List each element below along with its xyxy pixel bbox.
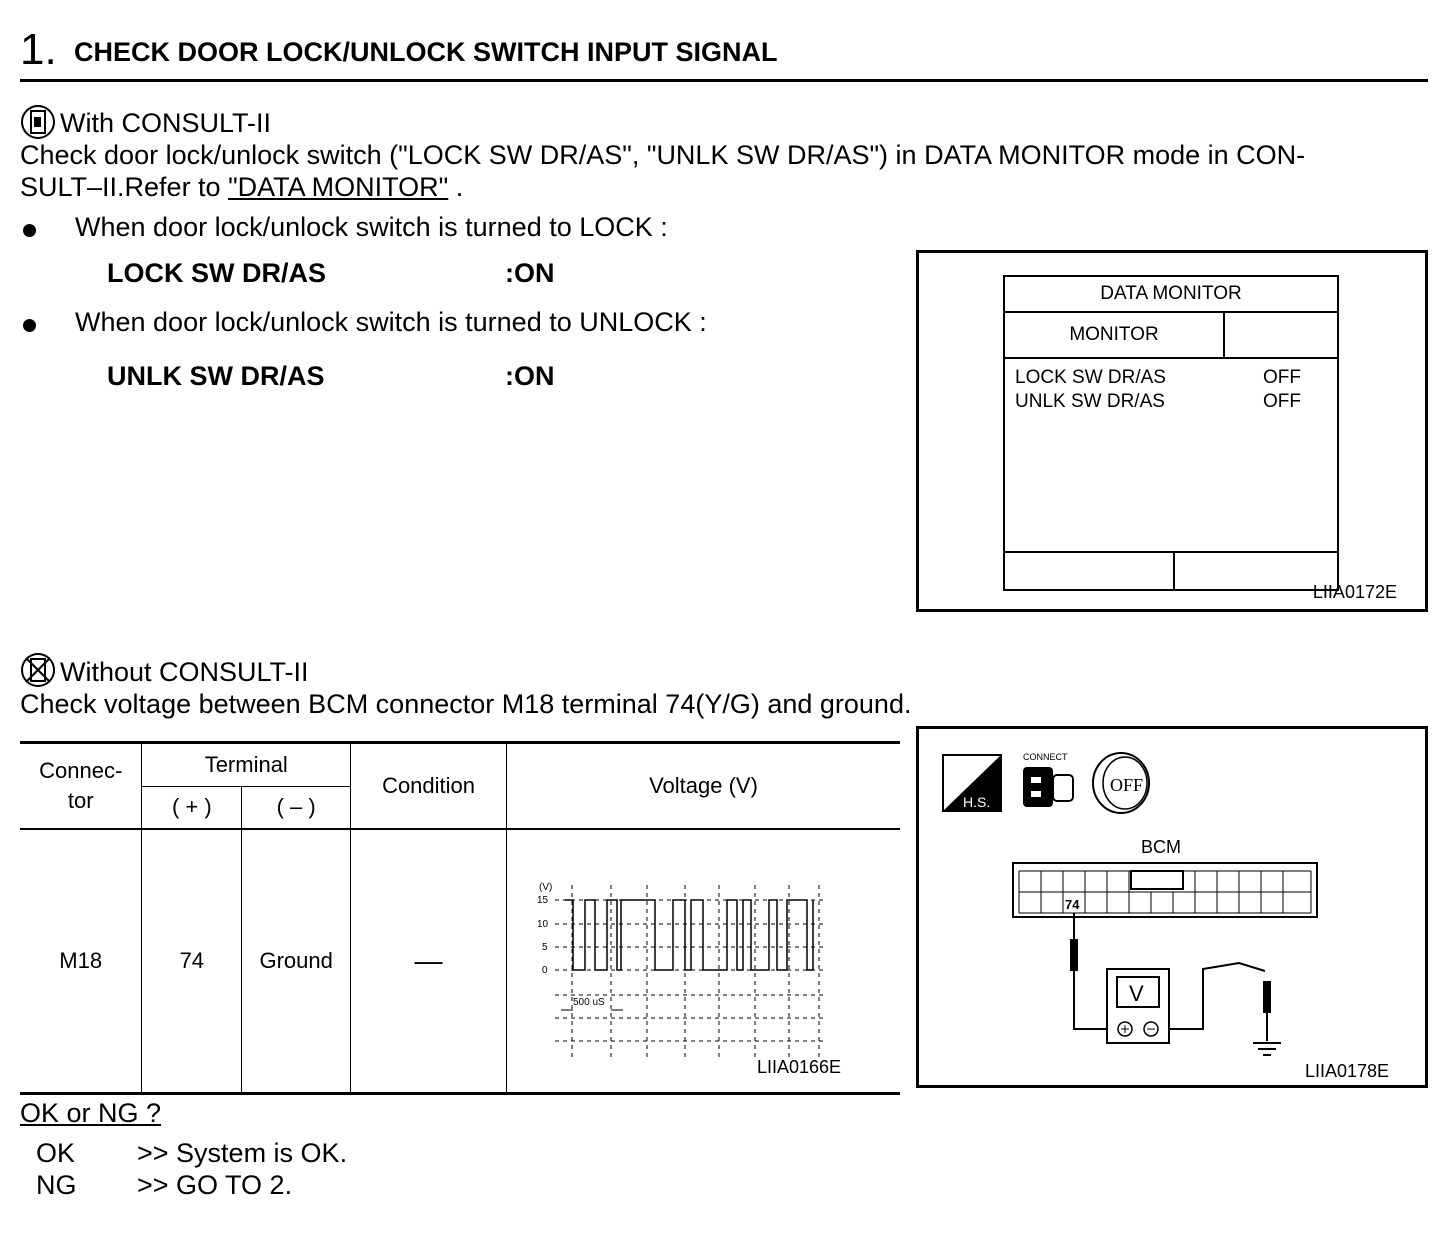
monitor-row-name: UNLK SW DR/AS (1015, 391, 1165, 412)
monitor-row-value: OFF (1263, 367, 1301, 388)
voltage-header: Voltage (V) (506, 743, 900, 829)
figure-code: LIIA0166E (756, 1056, 842, 1077)
ng-label: NG (36, 1170, 77, 1200)
bullet-icon (23, 224, 36, 237)
terminal-header: Terminal (142, 743, 351, 787)
monitor-screen-title: DATA MONITOR (1005, 277, 1337, 313)
voltage-spec-table (20, 741, 900, 1095)
ok-label: OK (36, 1138, 76, 1168)
waveform-signal (565, 900, 813, 970)
step-number: 1. (20, 25, 57, 74)
terminal-plus-cell: 74 (142, 829, 242, 1094)
terminal-plus-header: ( + ) (142, 787, 242, 829)
waveform-unit: (V) (538, 881, 553, 893)
condition-cell: — (351, 829, 507, 1094)
waveform-chart (507, 830, 900, 1092)
terminal-minus-cell: Ground (242, 829, 351, 1094)
connector-header: Connec- tor (20, 743, 142, 829)
waveform-tick: 5 (541, 941, 548, 953)
svg-text:H.S.: H.S. (963, 794, 991, 810)
title-rule (20, 79, 1428, 82)
circuit-diagram (919, 729, 1425, 1085)
monitor-header: MONITOR (1005, 311, 1225, 359)
monitor-footer-rule (1005, 551, 1337, 553)
no-consult-icon (20, 652, 60, 688)
data-monitor-figure (916, 250, 1428, 612)
ground-icon (1253, 1043, 1281, 1055)
waveform-tick: 10 (536, 918, 549, 930)
unlock-item-name: UNLK SW DR/AS (107, 361, 325, 391)
figure-code: LIIA0178E (1305, 1061, 1390, 1081)
monitor-row-name: LOCK SW DR/AS (1015, 367, 1166, 388)
unlock-item-value: :ON (505, 361, 555, 391)
terminal-74-label: 74 (1065, 897, 1080, 912)
monitor-screen (1003, 275, 1339, 591)
ng-action[interactable]: >> GO TO 2. (137, 1170, 293, 1200)
waveform-tick: 0 (541, 964, 548, 976)
without-consult-heading: Without CONSULT-II (60, 657, 309, 687)
lock-item-value: :ON (505, 258, 555, 288)
terminal-minus-header: ( – ) (242, 787, 351, 829)
monitor-footer-divider (1173, 551, 1175, 589)
bcm-connector (1013, 863, 1317, 917)
connector-cell: M18 (20, 829, 142, 1094)
condition-header: Condition (351, 743, 507, 829)
with-consult-heading: With CONSULT-II (60, 108, 272, 138)
connect-icon (1023, 752, 1073, 807)
svg-text:CONNECT: CONNECT (1023, 752, 1068, 762)
lock-condition-text: When door lock/unlock switch is turned to LOCK : (75, 212, 668, 242)
voltage-cell (506, 829, 900, 1094)
consult-instruction-line2: SULT–II.Refer to "DATA MONITOR" . (20, 172, 464, 202)
unlock-condition-text: When door lock/unlock switch is turned to UNLOCK : (75, 307, 707, 337)
data-monitor-link[interactable]: "DATA MONITOR" (228, 172, 449, 202)
bcm-circuit-figure (916, 726, 1428, 1088)
voltmeter (1107, 969, 1169, 1043)
consult-instruction-line1: Check door lock/unlock switch ("LOCK SW DR/AS", "UNLK SW DR/AS") in DATA MONITOR mode in CON- (20, 140, 1306, 170)
bullet-icon (23, 319, 36, 332)
voltmeter-label: V (1129, 981, 1144, 1006)
waveform-time-label: 500 uS (572, 996, 605, 1008)
without-consult-instruction: Check voltage between BCM connector M18 terminal 74(Y/G) and ground. (20, 689, 912, 719)
monitor-row-value: OFF (1263, 391, 1301, 412)
ok-ng-question: OK or NG ? (20, 1098, 162, 1128)
ok-action: >> System is OK. (137, 1138, 348, 1168)
consult-icon (20, 104, 60, 140)
voltmeter-probes (1070, 913, 1271, 1041)
bcm-label: BCM (1141, 837, 1181, 857)
lock-item-name: LOCK SW DR/AS (107, 258, 326, 288)
waveform-tick: 15 (536, 894, 549, 906)
figure-code: LIIA0172E (1312, 582, 1397, 602)
harness-side-icon (943, 755, 1001, 811)
ignition-off-icon (1093, 753, 1149, 813)
monitor-header-blank (1225, 311, 1337, 359)
step-title: CHECK DOOR LOCK/UNLOCK SWITCH INPUT SIGNAL (74, 37, 778, 67)
svg-text:OFF: OFF (1110, 775, 1144, 795)
